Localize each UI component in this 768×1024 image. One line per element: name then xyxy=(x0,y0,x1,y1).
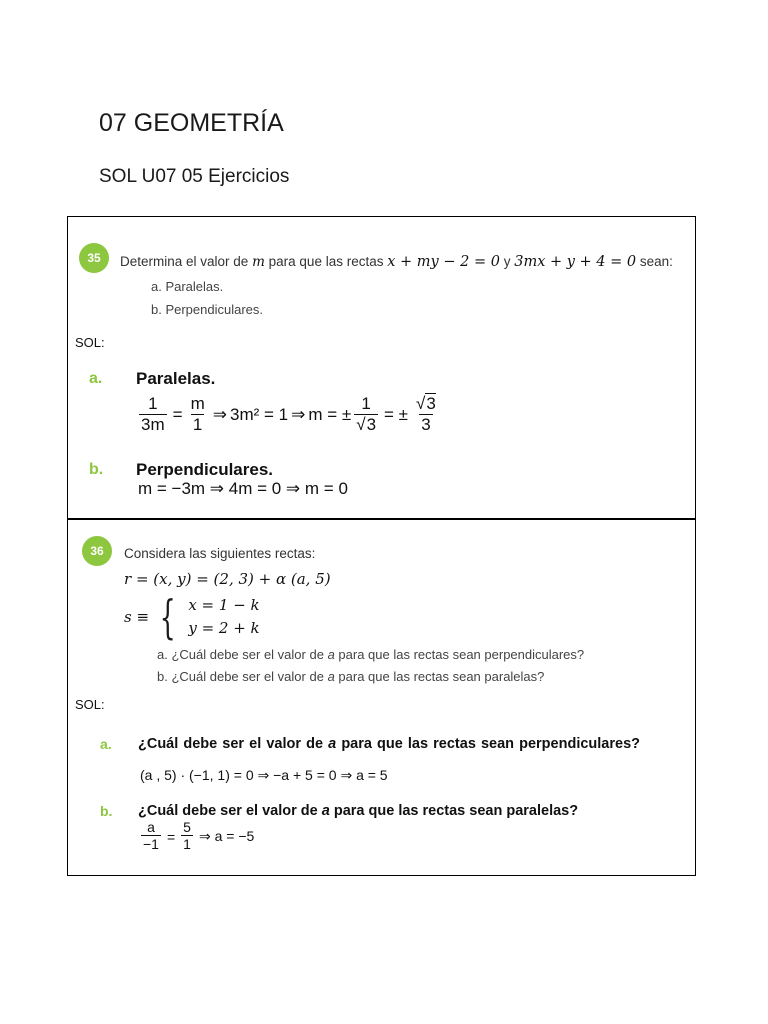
exercise-36-badge: 36 xyxy=(82,536,112,566)
exercise-36-system-s: s ≡ { x = 1 − k y = 2 + k xyxy=(124,590,260,644)
sqrt-symbol: √3 xyxy=(416,393,436,413)
exercise-36-answer-b-equation: $\frac{a}{-1}$ = $\frac{5}{1}$ ⇒ a = −5 xyxy=(143,819,255,853)
fraction: $\frac{5}{1}$ xyxy=(183,819,191,853)
exercise-36-line-r: r = (x, y) = (2, 3) + α (a, 5) xyxy=(124,570,331,588)
fraction: $\frac{m}{1}$ xyxy=(190,393,205,434)
exercise-36-answer-b-letter: b. xyxy=(100,803,113,819)
exercise-36-option-b: b. ¿Cuál debe ser el valor de a para que las rectas sean paralelas? xyxy=(157,669,545,684)
document-title: 07 GEOMETRÍA xyxy=(99,109,284,137)
fraction: $\frac{a}{-1}$ xyxy=(143,819,159,853)
exercise-36-statement: Considera las siguientes rectas: xyxy=(124,546,316,561)
exercise-36-answer-b-question: ¿Cuál debe ser el valor de a para que las rectas sean paralelas? xyxy=(138,803,579,819)
exercise-35-answer-b-equation: m = −3m ⇒ 4m = 0 ⇒ m = 0 xyxy=(138,479,348,498)
exercise-35-answer-a-letter: a. xyxy=(89,370,103,387)
fraction: $\frac{√3}{3}$ xyxy=(416,393,436,434)
document-subtitle: SOL U07 05 Ejercicios xyxy=(99,166,290,187)
exercise-35-option-b: b. Perpendiculares. xyxy=(151,302,264,317)
exercise-35-answer-a-equation: $\frac{1}{3m}$ = $\frac{m}{1}$ ⇒ 3m² = 1 ⇒ m = ± $\frac{1}{√3}$ = ± $\frac{√3}{3}$ xyxy=(141,393,436,434)
exercise-35-option-a: a. Paralelas. xyxy=(151,279,224,294)
exercise-35-statement: Determina el valor de m para que las rectas x + my − 2 = 0 y 3mx + y + 4 = 0 sean: xyxy=(120,254,673,270)
sqrt-symbol: √3 xyxy=(356,414,377,434)
exercise-35-answer-b-letter: b. xyxy=(89,461,104,478)
exercise-36-option-a: a. ¿Cuál debe ser el valor de a para que las rectas sean perpendiculares? xyxy=(157,647,585,662)
exercise-35-answer-a-title: Paralelas. xyxy=(136,369,216,388)
exercise-36-answer-a-question: ¿Cuál debe ser el valor de a para que las rectas sean perpendiculares? xyxy=(138,736,640,752)
exercise-35-sol-label: SOL: xyxy=(75,335,105,350)
exercise-35-answer-b-title: Perpendiculares. xyxy=(136,460,274,479)
exercise-36-answer-a-letter: a. xyxy=(100,736,112,752)
brace-symbol: { xyxy=(159,590,176,644)
fraction: $\frac{1}{√3}$ xyxy=(356,393,377,434)
exercise-36-answer-a-equation: (a , 5) · (−1, 1) = 0 ⇒ −a + 5 = 0 ⇒ a = 5 xyxy=(140,767,388,783)
fraction: $\frac{1}{3m}$ xyxy=(141,393,165,434)
exercise-36-sol-label: SOL: xyxy=(75,697,105,712)
exercise-35-badge: 35 xyxy=(79,243,109,273)
